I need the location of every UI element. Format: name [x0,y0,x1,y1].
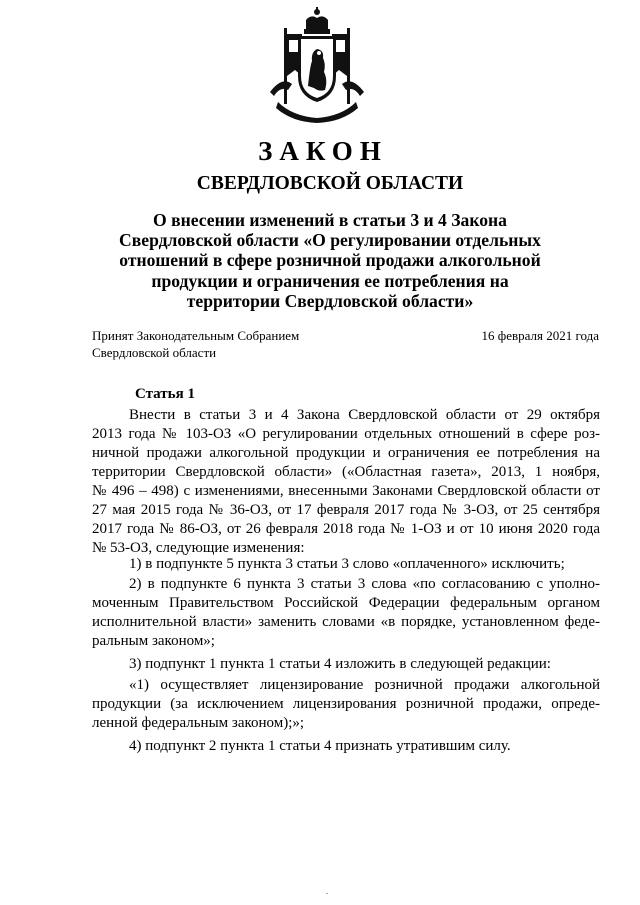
law-title-line: территории Свердловской области» [186,290,474,311]
law-title-line: О внесении изменений в статьи 3 и 4 Закона [153,210,507,230]
amendment-item-4 [92,737,600,756]
paragraph-line: № 53-ОЗ, следующие изменения: [92,540,305,556]
article-intro-paragraph [92,406,600,558]
shield-icon [298,36,336,102]
paragraph-line: моченным Правительством Российской Федерации федеральным органом [92,595,600,611]
amendment-item-2 [92,575,600,651]
amendment-item-3 [92,655,600,674]
footer-mark: . [326,886,329,896]
adoption-line: Свердловской области [92,344,217,360]
paragraph-line: Внести в статьи 3 и 4 Закона Свердловской области от 29 октября [129,407,600,423]
paragraph-line: 27 мая 2015 года № 36-ОЗ, от 17 февраля 2017 года № 3-ОЗ, от 25 сентября [92,502,600,518]
law-title-line: Свердловской области «О регулировании отдельных [119,230,541,251]
paragraph-line: продукции (за исключением лицензирования розничной продажи, опреде- [92,696,600,712]
paragraph-line: «1) осуществляет лицензирование розничной продажи алкогольной [129,677,600,693]
law-title [110,210,550,311]
crown-icon [304,7,330,34]
amendment-item-3-quote [92,676,600,733]
paragraph-line: 1) в подпункте 5 пункта 3 статьи 3 слово «оплаченного» исключить; [129,556,565,572]
paragraph-line: 3) подпункт 1 пункта 1 статьи 4 изложить в следующей редакции: [129,656,551,672]
paragraph-line: исполнительной власти» заменить словами «в порядке, установленном феде- [92,614,600,630]
paragraph-line: № 496 – 498) с изменениями, внесенными Законами Свердловской области от [92,483,600,499]
paragraph-line: территории Свердловской области» («Областная газета», 2013, 1 ноября, [92,464,600,480]
article-heading: Статья 1 [135,386,195,402]
law-title-line: продукции и ограничения ее потребления на [151,270,509,291]
law-type-heading: ЗАКОН [258,136,388,166]
paragraph-line: 2013 года № 103-ОЗ «О регулировании отдельных отношений в сфере роз- [92,426,600,442]
adoption-date: 16 февраля 2021 года [481,328,599,343]
paragraph-line: 2) в подпункте 6 пункта 3 статьи 3 слова «по согласованию с уполно- [129,576,600,592]
coat-of-arms-emblem [262,6,372,124]
paragraph-line: 4) подпункт 2 пункта 1 статьи 4 признать утратившим силу. [129,738,511,754]
paragraph-line: 2017 года № 86-ОЗ, от 26 февраля 2018 года № 1-ОЗ и от 10 июня 2020 года [92,521,600,537]
paragraph-line: ральным законом»; [92,633,215,649]
paragraph-line: ленной федеральным законом);»; [92,715,305,731]
law-title-line: отношений в сфере розничной продажи алкогольной [119,250,541,271]
adoption-statement [92,328,299,361]
amendment-item-1 [92,555,600,574]
region-heading: СВЕРДЛОВСКОЙ ОБЛАСТИ [196,173,464,194]
paragraph-line: ничной продажи алкогольной продукции и ограничения ее потребления на [92,445,600,461]
adoption-line: Принят Законодательным Собранием [92,328,300,343]
